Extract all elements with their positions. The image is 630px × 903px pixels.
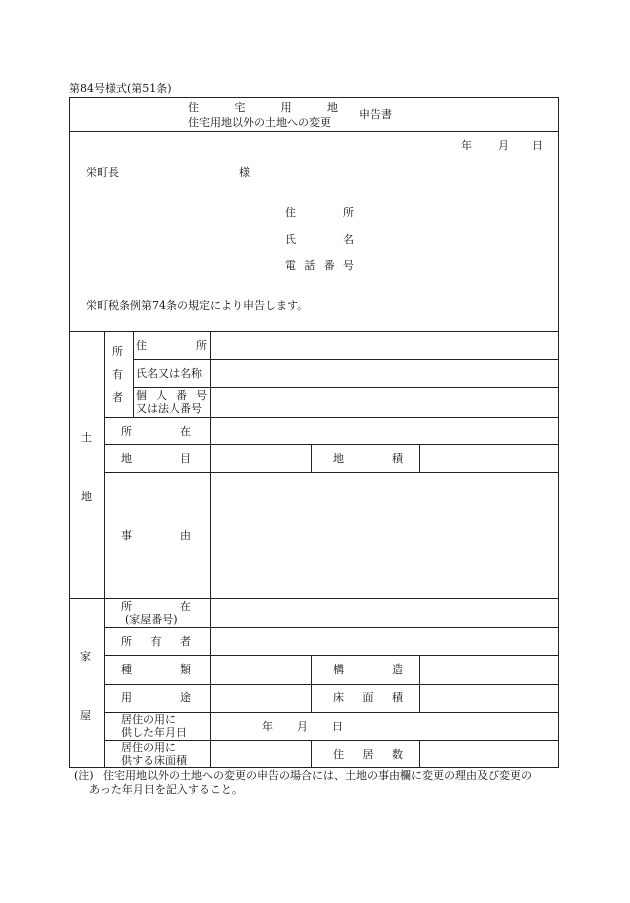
residential-date-label-line1: 居住の用に [121, 713, 176, 726]
house-location-label-line1: 所 在 [121, 600, 191, 613]
statement: 栄町税条例第74条の規定により申告します。 [86, 299, 309, 312]
title-line1: 住 宅 用 地 [188, 101, 338, 114]
dwelling-units-field[interactable] [420, 741, 558, 768]
house-location-field[interactable] [211, 599, 558, 627]
land-column-divider [104, 331, 105, 598]
land-category-field[interactable] [211, 445, 311, 472]
house-owner-label: 所 有 者 [121, 635, 191, 648]
owner-address-label: 住 所 [136, 339, 207, 352]
owner-label-2: 有 [112, 368, 123, 381]
header-divider [69, 131, 559, 132]
land-category-label: 地 目 [121, 452, 191, 465]
house-type-field[interactable] [211, 656, 311, 684]
residential-area-field[interactable] [211, 741, 311, 768]
house-section-label-2: 屋 [80, 709, 91, 722]
land-location-field[interactable] [211, 418, 558, 444]
owner-name-field[interactable] [211, 360, 558, 387]
owner-id-label-line1: 個 人 番 号 [136, 389, 207, 402]
land-location-label: 所 在 [121, 425, 191, 438]
residential-date-label-line2: 供した年月日 [121, 726, 187, 739]
owner-label-3: 者 [112, 391, 123, 404]
house-owner-field[interactable] [211, 628, 558, 655]
owner-id-label-line2: 又は法人番号 [136, 402, 202, 415]
land-reason-field[interactable] [211, 473, 558, 598]
date-month-label: 月 [498, 139, 509, 152]
land-reason-label: 事 由 [121, 529, 191, 542]
title-line2: 住宅用地以外の土地への変更 [188, 116, 331, 129]
applicant-address-label: 住 所 [285, 206, 354, 219]
house-structure-label: 構 造 [333, 663, 403, 676]
owner-address-field[interactable] [211, 332, 558, 359]
house-use-label: 用 途 [121, 691, 191, 704]
residential-date-month: 月 [297, 720, 308, 733]
residential-area-label-line2: 供する床面積 [121, 754, 187, 767]
house-column-divider [104, 598, 105, 768]
land-area-label: 地 積 [333, 452, 403, 465]
residential-area-label-line1: 居住の用に [121, 741, 176, 754]
residential-date-year: 年 [262, 720, 273, 733]
owner-label-1: 所 [112, 345, 123, 358]
addressee-name: 栄町長 [86, 166, 119, 179]
residential-date-day: 日 [332, 720, 343, 733]
owner-name-label: 氏名又は名称 [136, 367, 202, 380]
house-structure-field[interactable] [420, 656, 558, 684]
note-line1: 住宅用地以外の土地への変更の申告の場合には、土地の事由欄に変更の理由及び変更の [103, 769, 532, 782]
house-floor-area-label: 床 面 積 [333, 691, 403, 704]
land-area-divider [311, 444, 312, 472]
note-prefix: (注) [74, 769, 94, 782]
title-suffix: 申告書 [359, 108, 392, 121]
house-section-label-1: 家 [80, 650, 91, 663]
land-section-label-2: 地 [81, 490, 92, 503]
owner-column-divider [133, 331, 134, 417]
form-number: 第84号様式(第51条) [69, 82, 172, 95]
date-year-label: 年 [461, 139, 472, 152]
house-units-divider [311, 740, 312, 768]
applicant-phone-label: 電 話 番 号 [285, 259, 354, 272]
house-use-field[interactable] [211, 685, 311, 712]
addressee-honorific: 様 [239, 166, 250, 179]
note-line2: あった年月日を記入すること。 [89, 783, 243, 796]
house-type-label: 種 類 [121, 663, 191, 676]
land-section-label-1: 土 [81, 431, 92, 444]
house-structure-divider [311, 655, 312, 712]
applicant-name-label: 氏 名 [285, 233, 354, 246]
house-location-label-line2: (家屋番号) [125, 613, 178, 626]
dwelling-units-label: 住 居 数 [333, 748, 403, 761]
land-area-field[interactable] [420, 445, 558, 472]
owner-id-field[interactable] [211, 388, 558, 417]
house-floor-area-field[interactable] [420, 685, 558, 712]
date-day-label: 日 [532, 139, 543, 152]
